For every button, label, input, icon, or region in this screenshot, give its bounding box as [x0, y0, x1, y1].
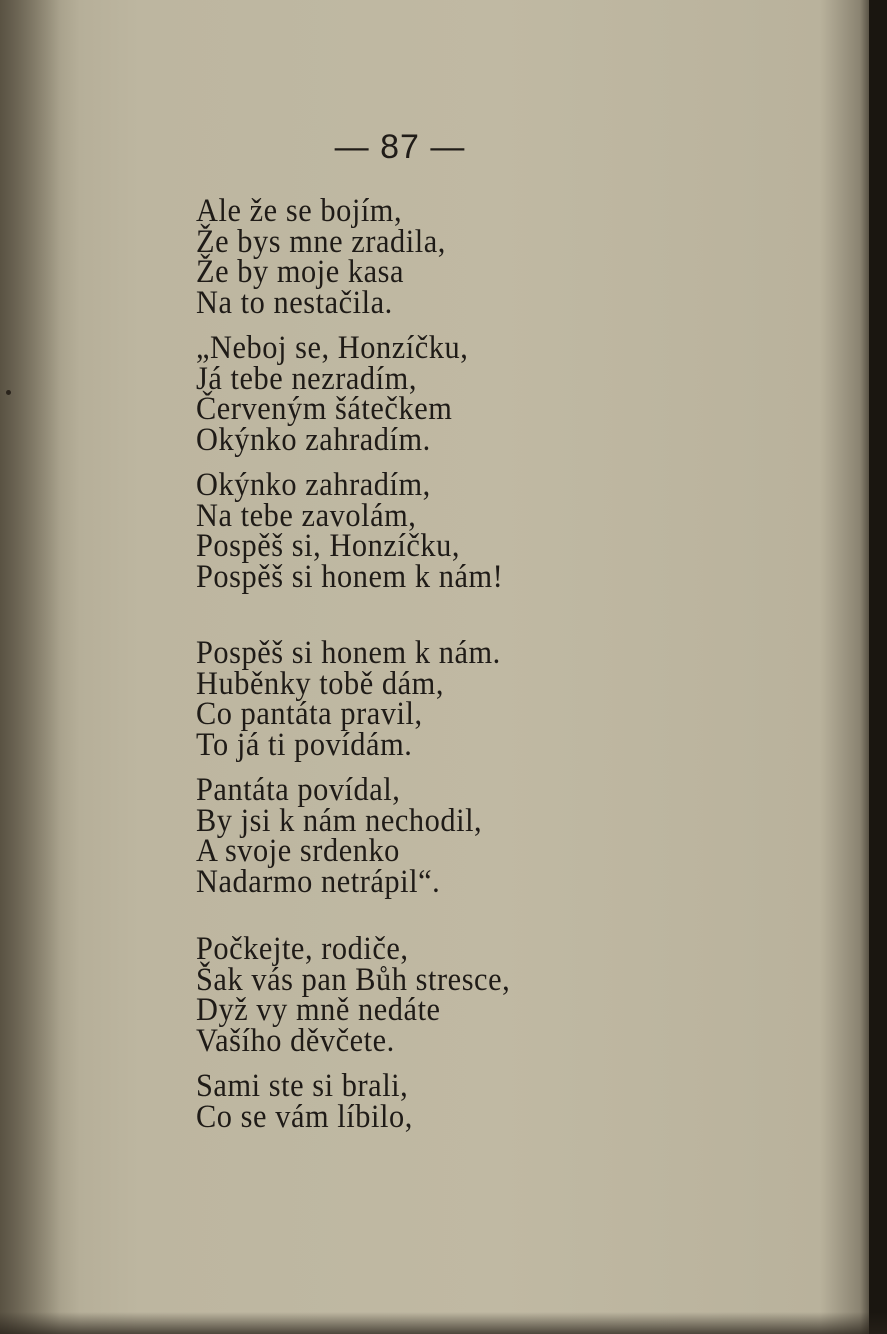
- gutter-shadow: [0, 0, 60, 1334]
- verse-line: Pospěš si honem k nám!: [196, 558, 504, 595]
- verse-line: Červeným šátečkem: [196, 391, 453, 427]
- verse-line: Na tebe zavolám,: [196, 497, 417, 534]
- verse-line: Ale že se bojím,: [196, 193, 403, 229]
- verse-line: A svoje srdenko: [196, 833, 400, 869]
- verse-line: To já ti povídám.: [196, 726, 413, 763]
- page-edge: [869, 0, 887, 1334]
- stanza-6: [196, 931, 511, 1059]
- verse-line: Co se vám líbilo,: [196, 1098, 413, 1135]
- verse-line: „Neboj se, Honzíčku,: [196, 330, 469, 366]
- stanza-3: [196, 467, 510, 595]
- verse-line: Já tebe nezradím,: [196, 360, 417, 397]
- stanza-4: [196, 635, 510, 763]
- verse-line: Šak vás pan Bůh stresce,: [196, 961, 511, 998]
- verse-line: Okýnko zahradím,: [196, 467, 431, 503]
- verse-line: Dyž vy mně nedáte: [196, 992, 441, 1028]
- bottom-edge-shadow: [0, 1312, 887, 1334]
- verse-line: By jsi k nám nechodil,: [196, 802, 483, 839]
- verse-line: Huběnky tobě dám,: [196, 665, 444, 702]
- stanza-1: [196, 193, 510, 321]
- verse-line: Pospěš si honem k nám.: [196, 635, 501, 671]
- stanza-2: [196, 330, 510, 458]
- verse-line: Na to nestačila.: [196, 284, 393, 321]
- verse-line: Pospěš si, Honzíčku,: [196, 528, 461, 564]
- page-number: — 87 —: [334, 128, 466, 166]
- stanza-7: [196, 1068, 510, 1135]
- verse-line: Že bys mne zradila,: [196, 223, 446, 260]
- verse-line: Vašího děvčete.: [196, 1022, 395, 1059]
- verse-line: Co pantáta pravil,: [196, 696, 423, 732]
- stanza-5: [196, 772, 510, 900]
- verse-line: Pantáta povídal,: [196, 772, 401, 808]
- verse-line: Počkejte, rodiče,: [196, 931, 409, 967]
- poem-text: [196, 193, 511, 1147]
- margin-speck: [6, 390, 11, 395]
- verse-line: Že by moje kasa: [196, 254, 405, 290]
- verse-line: Sami ste si brali,: [196, 1068, 409, 1104]
- verse-line: Nadarmo netrápil“.: [196, 863, 441, 900]
- verse-line: Okýnko zahradím.: [196, 421, 431, 458]
